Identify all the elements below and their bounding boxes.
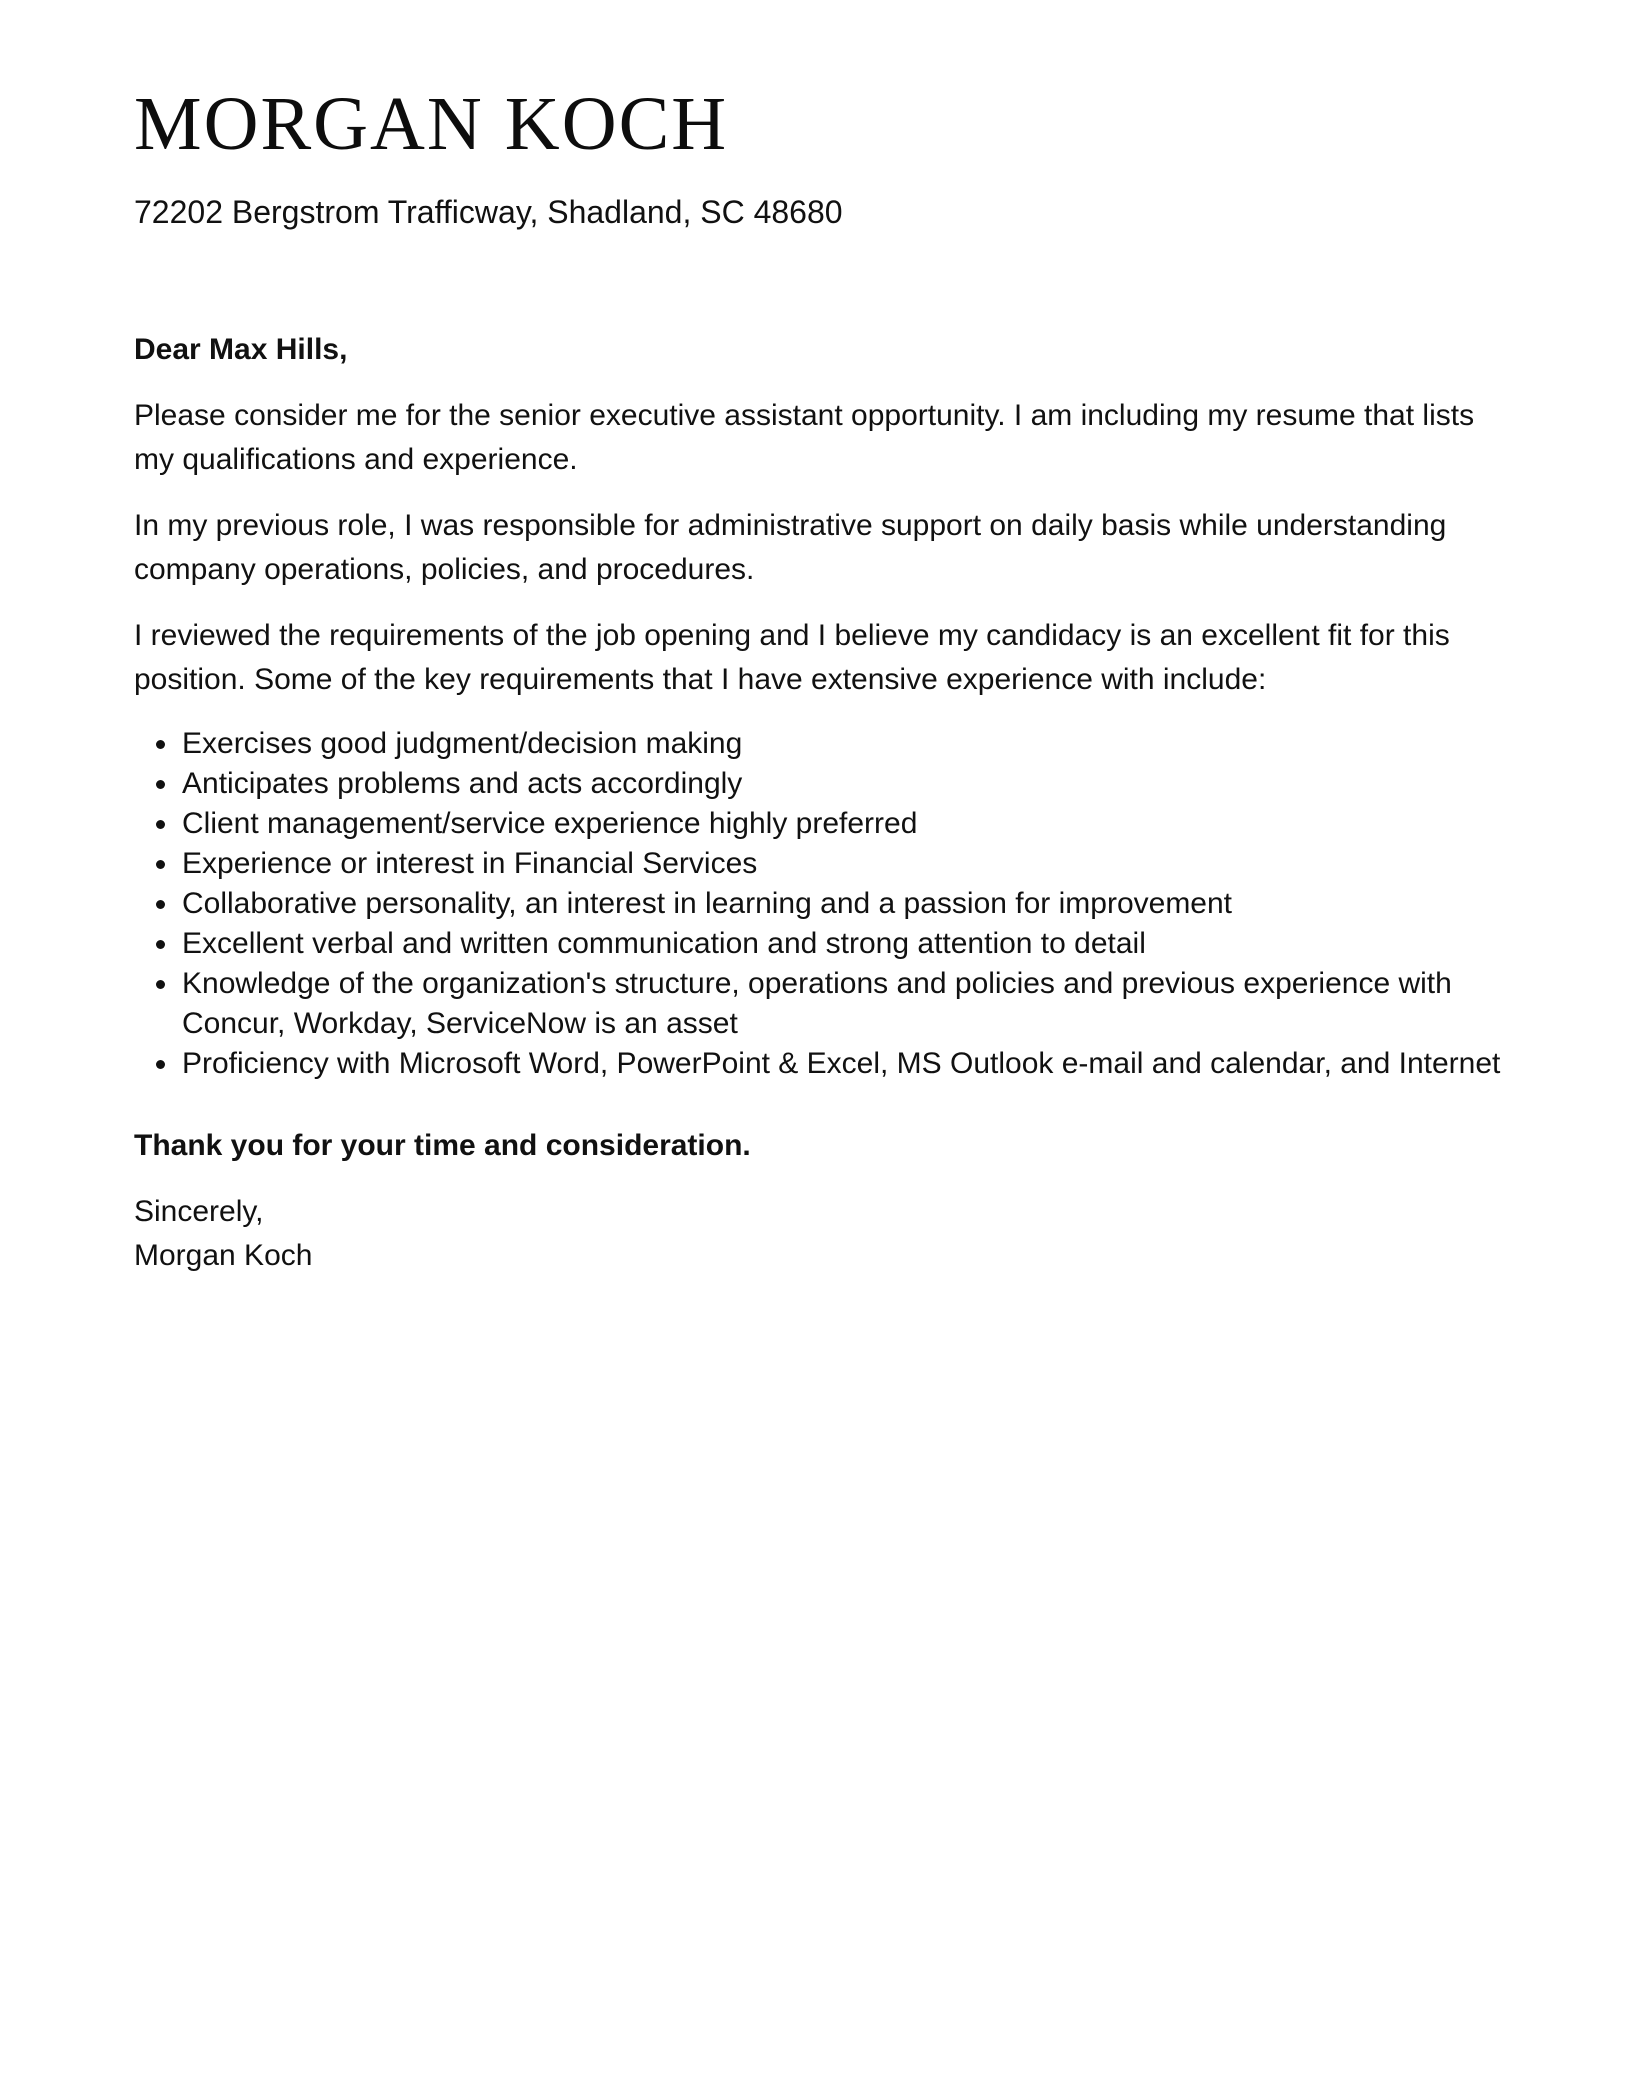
letter-body (134, 328, 1504, 1278)
list-item-text: Excellent verbal and written communication and strong attention to detail (182, 927, 1146, 960)
list-item-text: Collaborative personality, an interest in learning and a passion for improvement (182, 887, 1233, 920)
bullet-icon (156, 900, 165, 909)
paragraph-previous-role: In my previous role, I was responsible for administrative support on daily basis while understanding company operations, policies, and procedures. (134, 509, 1447, 586)
list-item (134, 724, 1504, 764)
list-item-text: Proficiency with Microsoft Word, PowerPoint & Excel, MS Outlook e-mail and calendar, and Internet (182, 1047, 1501, 1080)
list-item (134, 764, 1504, 804)
list-item (134, 964, 1504, 1044)
list-item (134, 844, 1504, 884)
list-item-text: Experience or interest in Financial Services (182, 847, 758, 880)
list-item (134, 1044, 1504, 1084)
list-item (134, 924, 1504, 964)
signoff: Sincerely, (134, 1195, 264, 1228)
closing-line: Thank you for your time and consideration. (134, 1129, 751, 1162)
salutation: Dear Max Hills, (134, 333, 348, 366)
list-item-text: Anticipates problems and acts accordingly (182, 767, 743, 800)
list-item-text: Exercises good judgment/decision making (182, 727, 743, 760)
bullet-icon (156, 940, 165, 949)
list-item-text: Client management/service experience highly preferred (182, 807, 918, 840)
bullet-icon (156, 740, 165, 749)
applicant-name: MORGAN KOCH (134, 82, 729, 166)
applicant-address: 72202 Bergstrom Trafficway, Shadland, SC 48680 (134, 194, 843, 230)
list-item (134, 884, 1504, 924)
list-item-text: Knowledge of the organization's structure, operations and policies and previous experience with Concur, Workday, ServiceNow is an asset (182, 967, 1452, 1040)
paragraph-requirements: I reviewed the requirements of the job opening and I believe my candidacy is an excellent fit for this position. Some of the key requirements that I have extensive experience with include: (134, 619, 1450, 696)
bullet-icon (156, 820, 165, 829)
bullet-icon (156, 980, 165, 989)
bullet-icon (156, 780, 165, 789)
list-item (134, 804, 1504, 844)
paragraph-intro: Please consider me for the senior executive assistant opportunity. I am including my resume that lists my qualifications and experience. (134, 399, 1475, 476)
requirements-list (134, 724, 1504, 1084)
bullet-icon (156, 1060, 165, 1069)
bullet-icon (156, 860, 165, 869)
signature-name: Morgan Koch (134, 1239, 313, 1272)
